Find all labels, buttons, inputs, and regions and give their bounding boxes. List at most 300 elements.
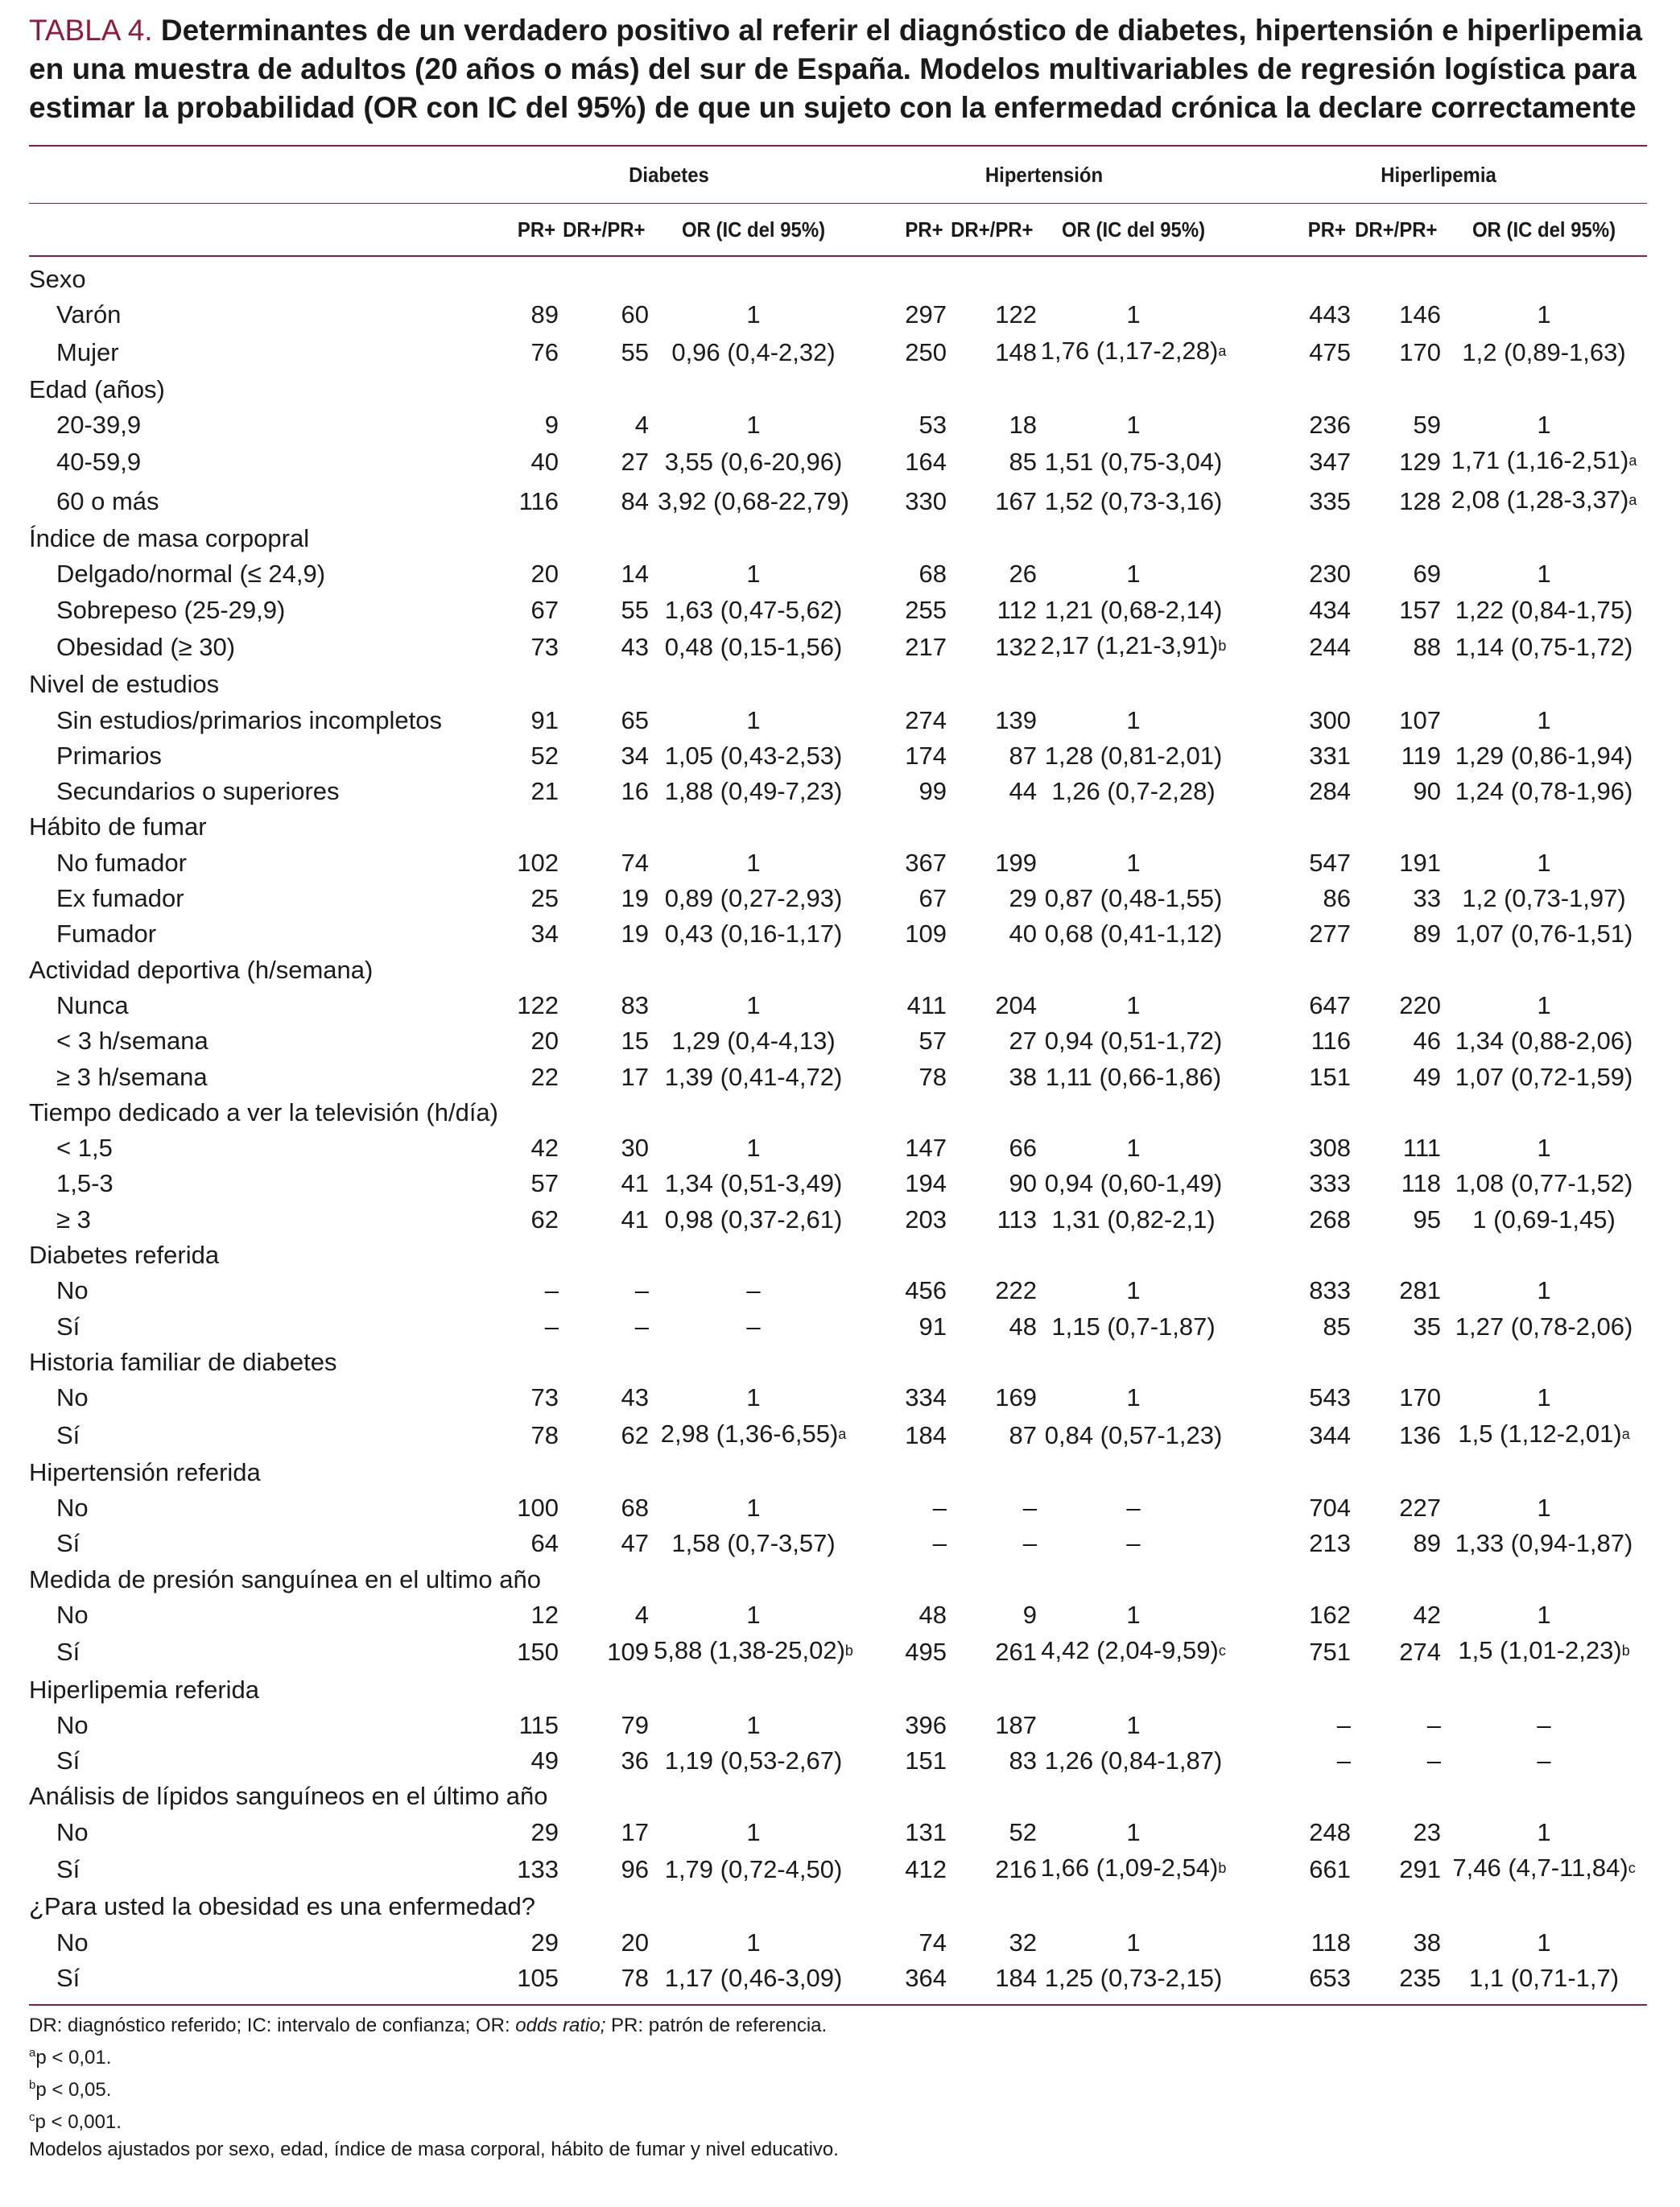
section-header-row	[29, 256, 1647, 297]
cell-pr-hipertension: 412	[905, 1855, 947, 1884]
cell-dr-pr-hipertension: 90	[1009, 1169, 1038, 1198]
cell-pr-hipertension: 164	[905, 448, 947, 477]
cell-or-diabetes	[649, 407, 858, 443]
section-header-row	[29, 1672, 1647, 1708]
cell-pr-hipertension: 250	[905, 337, 947, 366]
significance-mark: a	[1218, 342, 1227, 359]
cell-or-hipertension	[1037, 1961, 1230, 1996]
cell-pr-diabetes: 150	[517, 1638, 559, 1667]
cell-or-hiperlipemia	[1441, 1925, 1647, 1961]
section-header-row	[29, 809, 1647, 845]
table-row	[29, 1130, 1647, 1166]
cell-or-hiperlipemia	[1441, 407, 1647, 443]
or-value: 1	[1126, 1276, 1141, 1305]
or-value: 1,52 (0,73-3,16)	[1044, 486, 1223, 515]
cell-or-hipertension	[1037, 1273, 1230, 1308]
or-value: 1,66 (1,09-2,54)	[1040, 1854, 1219, 1883]
cell-dr-pr-hipertension: 27	[1009, 1027, 1038, 1056]
cell-dr-pr-hiperlipemia: 42	[1413, 1600, 1442, 1629]
cell-or-hiperlipemia	[1441, 881, 1647, 916]
footnote-text: p < 0,05.	[35, 2079, 112, 2102]
cell-pr-hipertension: 456	[905, 1276, 947, 1305]
cell-dr-pr-diabetes: 55	[621, 595, 649, 624]
stub-subheader	[47, 204, 461, 257]
row-label: 60 o más	[56, 486, 159, 515]
or-value: 4,42 (2,04-9,59)	[1041, 1636, 1219, 1665]
or-value: 1	[746, 990, 761, 1019]
cell-pr-hiperlipemia: 308	[1309, 1134, 1352, 1163]
cell-dr-pr-hiperlipemia: 33	[1413, 884, 1442, 913]
cell-dr-pr-hipertension: 167	[995, 486, 1038, 515]
cell-dr-pr-diabetes: 62	[621, 1420, 649, 1449]
row-label: ≥ 3	[56, 1205, 91, 1234]
cell-dr-pr-diabetes: 16	[621, 777, 649, 806]
table-row	[29, 1273, 1647, 1308]
row-label: Sí	[56, 1529, 80, 1558]
cell-dr-pr-diabetes: 60	[621, 300, 649, 329]
cell-or-hiperlipemia	[1441, 1130, 1647, 1166]
row-label: 20-39,9	[56, 411, 142, 440]
or-value: 1,34 (0,51-3,49)	[664, 1169, 843, 1198]
cell-dr-pr-hiperlipemia: 146	[1399, 300, 1442, 329]
cell-dr-pr-diabetes: 43	[621, 1383, 649, 1412]
cell-or-hiperlipemia	[1441, 628, 1647, 667]
table-row	[29, 1961, 1647, 1996]
footnote-text: p < 0,01.	[35, 2047, 112, 2069]
cell-dr-pr-hipertension: 66	[1009, 1134, 1038, 1163]
row-label: No	[56, 1494, 89, 1523]
or-value: 1,39 (0,41-4,72)	[664, 1062, 843, 1091]
cell-pr-diabetes: 57	[530, 1169, 559, 1198]
row-label: Mujer	[56, 337, 119, 366]
cell-or-hiperlipemia	[1441, 916, 1647, 952]
col-header-or: OR (IC del 95%)	[681, 217, 826, 242]
section-header-row	[29, 667, 1647, 702]
table-row	[29, 407, 1647, 443]
cell-or-diabetes	[649, 1380, 858, 1416]
or-value: 1	[1126, 300, 1141, 329]
cell-or-hipertension	[1037, 333, 1230, 372]
cell-or-diabetes	[649, 333, 858, 372]
cell-or-hipertension	[1037, 1633, 1230, 1672]
cell-or-hiperlipemia	[1441, 703, 1647, 738]
cell-dr-pr-hiperlipemia: 170	[1399, 1383, 1442, 1412]
cell-or-hipertension	[1037, 1743, 1230, 1779]
cell-dr-pr-hipertension: 52	[1009, 1817, 1038, 1846]
table-row	[29, 1597, 1647, 1633]
or-value: 1,17 (0,46-3,09)	[664, 1963, 843, 1992]
cell-dr-pr-hipertension: 18	[1009, 411, 1038, 440]
table-row	[29, 1023, 1647, 1059]
significance-mark: a	[1628, 453, 1637, 469]
row-label: Varón	[56, 300, 122, 329]
section-label: Historia familiar de diabetes	[29, 1347, 337, 1376]
cell-or-hiperlipemia	[1441, 1309, 1647, 1345]
row-label: < 3 h/semana	[56, 1027, 208, 1056]
cell-pr-diabetes: 62	[530, 1205, 559, 1234]
row-label: No	[56, 1817, 89, 1846]
cell-pr-hiperlipemia: 647	[1309, 990, 1352, 1019]
cell-dr-pr-diabetes: 47	[621, 1529, 649, 1558]
cell-dr-pr-diabetes: 30	[621, 1134, 649, 1163]
cell-dr-pr-diabetes: 41	[621, 1205, 649, 1234]
cell-or-hiperlipemia	[1441, 1597, 1647, 1633]
or-value: 1	[1126, 1383, 1141, 1412]
section-label: Tiempo dedicado a ver la televisión (h/día)	[29, 1097, 498, 1126]
cell-or-diabetes	[649, 845, 858, 881]
cell-or-diabetes	[649, 1708, 858, 1743]
cell-or-hiperlipemia	[1441, 297, 1647, 333]
cell-or-hipertension	[1037, 738, 1230, 774]
cell-dr-pr-diabetes: 41	[621, 1169, 649, 1198]
cell-or-hiperlipemia	[1441, 482, 1647, 521]
cell-pr-hiperlipemia: 331	[1309, 741, 1352, 770]
cell-or-diabetes	[649, 443, 858, 481]
or-value: 5,88 (1,38-25,02)	[654, 1636, 845, 1665]
cell-pr-diabetes: 76	[530, 337, 559, 366]
cell-dr-pr-hipertension: 169	[995, 1383, 1038, 1412]
cell-pr-diabetes: 122	[517, 990, 559, 1019]
cell-dr-pr-hiperlipemia: 111	[1402, 1134, 1442, 1163]
section-label: Actividad deportiva (h/semana)	[29, 955, 374, 984]
cell-dr-pr-diabetes: 78	[621, 1963, 649, 1992]
cell-dr-pr-diabetes: –	[634, 1312, 649, 1341]
or-value: –	[1126, 1529, 1141, 1558]
footnote-c	[29, 2104, 1647, 2136]
cell-dr-pr-hiperlipemia: 69	[1413, 560, 1442, 589]
or-value: 1,2 (0,73-1,97)	[1462, 884, 1626, 913]
or-value: 1,21 (0,68-2,14)	[1044, 595, 1223, 624]
cell-or-hipertension	[1037, 774, 1230, 809]
cell-dr-pr-diabetes: 68	[621, 1494, 649, 1523]
cell-pr-hiperlipemia: 434	[1309, 595, 1352, 624]
row-label: Sin estudios/primarios incompletos	[56, 705, 442, 734]
cell-or-diabetes	[649, 1023, 858, 1059]
or-value: –	[1126, 1494, 1141, 1523]
cell-pr-diabetes: 67	[530, 595, 559, 624]
cell-or-hiperlipemia	[1441, 774, 1647, 809]
cell-or-diabetes	[649, 1273, 858, 1308]
cell-dr-pr-diabetes: 19	[621, 920, 649, 949]
cell-dr-pr-hipertension: –	[1022, 1529, 1038, 1558]
cell-pr-hiperlipemia: 244	[1309, 632, 1352, 661]
cell-pr-hipertension: 203	[905, 1205, 947, 1234]
cell-dr-pr-hiperlipemia: 59	[1413, 411, 1442, 440]
cell-or-diabetes	[649, 1815, 858, 1850]
cell-pr-diabetes: 78	[530, 1420, 559, 1449]
table-row	[29, 628, 1647, 667]
cell-pr-hipertension: 109	[905, 920, 947, 949]
cell-dr-pr-hipertension: 85	[1009, 448, 1038, 477]
or-value: 1 (0,69-1,45)	[1472, 1205, 1616, 1234]
row-label: Sí	[56, 1963, 80, 1992]
row-label: Ex fumador	[56, 884, 184, 913]
cell-pr-diabetes: 100	[517, 1494, 559, 1523]
cell-pr-hiperlipemia: 86	[1323, 884, 1352, 913]
cell-pr-hiperlipemia: 704	[1309, 1494, 1352, 1523]
cell-or-hipertension	[1037, 556, 1230, 592]
section-label: Análisis de lípidos sanguíneos en el último año	[29, 1782, 548, 1811]
or-value: 1,5 (1,12-2,01)	[1458, 1419, 1622, 1448]
or-value: 1	[1126, 560, 1141, 589]
cell-or-hiperlipemia	[1441, 443, 1647, 481]
cell-pr-diabetes: 64	[530, 1529, 559, 1558]
significance-mark: b	[1218, 637, 1227, 654]
cell-dr-pr-hiperlipemia: 191	[1399, 848, 1442, 877]
or-value: 1	[1126, 1928, 1141, 1957]
or-value: 0,98 (0,37-2,61)	[664, 1205, 843, 1234]
or-value: 1	[746, 848, 761, 877]
footnote-text: p < 0,001.	[35, 2111, 122, 2134]
cell-or-hipertension	[1037, 628, 1230, 667]
row-label: No fumador	[56, 848, 187, 877]
or-value: 1,28 (0,81-2,01)	[1044, 741, 1223, 770]
cell-pr-diabetes: 29	[530, 1928, 559, 1957]
cell-or-hiperlipemia	[1441, 1708, 1647, 1743]
cell-pr-hipertension: –	[932, 1529, 947, 1558]
or-value: 1,63 (0,47-5,62)	[664, 595, 843, 624]
cell-pr-hiperlipemia: 284	[1309, 777, 1352, 806]
cell-dr-pr-hiperlipemia: 107	[1399, 705, 1442, 734]
col-header-or: OR (IC del 95%)	[1472, 217, 1616, 242]
table-row	[29, 1380, 1647, 1416]
row-label: Secundarios o superiores	[56, 777, 340, 806]
cell-pr-hiperlipemia: 118	[1311, 1928, 1352, 1957]
cell-dr-pr-diabetes: 34	[621, 741, 649, 770]
col-header-dr-pr: DR+/PR+	[951, 217, 1034, 242]
cell-pr-diabetes: 21	[530, 777, 559, 806]
cell-or-diabetes	[649, 297, 858, 333]
or-value: 1,58 (0,7-3,57)	[671, 1529, 836, 1558]
cell-or-hipertension	[1037, 1023, 1230, 1059]
cell-pr-diabetes: 116	[518, 486, 559, 515]
or-value: 1,29 (0,4-4,13)	[671, 1027, 836, 1056]
or-value: 1,1 (0,71-1,7)	[1468, 1963, 1620, 1992]
or-value: 1	[1126, 1710, 1141, 1739]
cell-dr-pr-hiperlipemia: 136	[1399, 1420, 1442, 1449]
or-value: 1	[1126, 1817, 1141, 1846]
cell-dr-pr-diabetes: 43	[621, 632, 649, 661]
cell-or-hipertension	[1037, 845, 1230, 881]
cell-dr-pr-hiperlipemia: 23	[1413, 1817, 1442, 1846]
footnote-a	[29, 2040, 1647, 2072]
row-label: Sí	[56, 1746, 80, 1775]
cell-or-diabetes	[649, 1202, 858, 1238]
cell-dr-pr-hipertension: 139	[995, 705, 1038, 734]
col-header-or: OR (IC del 95%)	[1061, 217, 1206, 242]
cell-pr-hipertension: 334	[905, 1383, 947, 1412]
row-label: No	[56, 1276, 89, 1305]
cell-pr-hipertension: 396	[905, 1710, 947, 1739]
cell-or-hipertension	[1037, 703, 1230, 738]
cell-or-diabetes	[649, 1309, 858, 1345]
or-value: 0,96 (0,4-2,32)	[671, 337, 836, 366]
cell-pr-hiperlipemia: 85	[1323, 1312, 1352, 1341]
or-value: 1,19 (0,53-2,67)	[664, 1746, 843, 1775]
cell-dr-pr-diabetes: 83	[621, 990, 649, 1019]
or-value: 2,08 (1,28-3,37)	[1451, 485, 1629, 514]
col-header-pr: PR+	[517, 217, 556, 242]
or-value: 1,51 (0,75-3,04)	[1044, 448, 1223, 477]
cell-or-hipertension	[1037, 1597, 1230, 1633]
cell-pr-hiperlipemia: 547	[1309, 848, 1352, 877]
cell-dr-pr-diabetes: 17	[621, 1062, 649, 1091]
cell-pr-hiperlipemia: 661	[1309, 1855, 1352, 1884]
cell-dr-pr-diabetes: 4	[634, 411, 649, 440]
or-value: 2,98 (1,36-6,55)	[660, 1419, 839, 1448]
cell-or-diabetes	[649, 1130, 858, 1166]
or-value: 1,29 (0,86-1,94)	[1455, 741, 1633, 770]
section-label: Hábito de fumar	[29, 812, 207, 841]
section-label: Diabetes referida	[29, 1241, 220, 1270]
cell-dr-pr-hiperlipemia: 281	[1399, 1276, 1442, 1305]
cell-pr-hiperlipemia: 347	[1309, 448, 1352, 477]
cell-pr-hiperlipemia: 230	[1309, 560, 1352, 589]
table-row	[29, 1490, 1647, 1526]
cell-or-hiperlipemia	[1441, 1023, 1647, 1059]
cell-pr-hiperlipemia: 653	[1309, 1963, 1352, 1992]
cell-dr-pr-hiperlipemia: 157	[1399, 595, 1442, 624]
cell-dr-pr-hipertension: 38	[1009, 1062, 1038, 1091]
cell-pr-diabetes: 89	[530, 300, 559, 329]
table-body	[29, 256, 1647, 1996]
table-row	[29, 1850, 1647, 1889]
cell-or-hipertension	[1037, 988, 1230, 1023]
cell-or-hipertension	[1037, 881, 1230, 916]
cell-or-diabetes	[649, 988, 858, 1023]
or-value: 0,89 (0,27-2,93)	[664, 884, 843, 913]
cell-pr-hipertension: –	[932, 1494, 947, 1523]
cell-dr-pr-hipertension: 32	[1009, 1928, 1038, 1957]
row-label: < 1,5	[56, 1134, 113, 1163]
or-value: 1	[1126, 411, 1141, 440]
or-value: 1,08 (0,77-1,52)	[1455, 1169, 1633, 1198]
row-label: ≥ 3 h/semana	[56, 1062, 208, 1091]
cell-or-diabetes	[649, 1743, 858, 1779]
cell-or-hiperlipemia	[1441, 1815, 1647, 1850]
significance-mark: b	[1621, 1643, 1630, 1659]
table-title: Determinantes de un verdadero positivo al referir el diagnóstico de diabetes, hipertensión e hiperlipemia en una muestra de adultos (20 años o más) del sur de España. Modelos multivariables de regresión logística para estimar la probabilidad (OR con IC del 95%) de que un sujeto con la enfermedad crónica la declare correctamente	[29, 14, 1643, 124]
cell-pr-hiperlipemia: 236	[1309, 411, 1352, 440]
cell-dr-pr-diabetes: 19	[621, 884, 649, 913]
table-row	[29, 333, 1647, 372]
cell-or-hiperlipemia	[1441, 1273, 1647, 1308]
cell-dr-pr-hipertension: 40	[1009, 920, 1038, 949]
cell-or-hiperlipemia	[1441, 556, 1647, 592]
table-row	[29, 1526, 1647, 1561]
section-header-row	[29, 1562, 1647, 1597]
or-value: 1	[1126, 1134, 1141, 1163]
cell-or-hiperlipemia	[1441, 1202, 1647, 1238]
or-value: 0,48 (0,15-1,56)	[664, 632, 843, 661]
significance-mark: c	[1218, 1643, 1226, 1659]
cell-pr-hipertension: 151	[905, 1746, 947, 1775]
table-row	[29, 1309, 1647, 1345]
cell-dr-pr-hipertension: 132	[995, 632, 1038, 661]
cell-dr-pr-hipertension: 48	[1009, 1312, 1038, 1341]
table-row	[29, 443, 1647, 481]
cell-dr-pr-diabetes: 17	[621, 1817, 649, 1846]
or-value: 1,27 (0,78-2,06)	[1455, 1312, 1633, 1341]
cell-dr-pr-diabetes: –	[634, 1276, 649, 1305]
cell-or-diabetes	[649, 1490, 858, 1526]
cell-or-hiperlipemia	[1441, 1380, 1647, 1416]
cell-dr-pr-hipertension: 112	[997, 595, 1038, 624]
or-value: 1	[1537, 1600, 1551, 1629]
cell-or-diabetes	[649, 593, 858, 628]
cell-dr-pr-diabetes: 14	[621, 560, 649, 589]
cell-or-diabetes	[649, 1850, 858, 1889]
cell-pr-hiperlipemia: 543	[1309, 1383, 1352, 1412]
cell-or-hiperlipemia	[1441, 333, 1647, 372]
cell-or-diabetes	[649, 556, 858, 592]
cell-dr-pr-diabetes: 20	[621, 1928, 649, 1957]
cell-or-hipertension	[1037, 482, 1230, 521]
or-value: 1	[1537, 990, 1551, 1019]
row-label: No	[56, 1928, 89, 1957]
cell-pr-hipertension: 91	[918, 1312, 947, 1341]
significance-mark: b	[844, 1643, 853, 1659]
section-label: Nivel de estudios	[29, 670, 220, 699]
cell-pr-diabetes: 49	[530, 1746, 559, 1775]
table-footnotes	[29, 2012, 1647, 2164]
cell-or-hipertension	[1037, 1166, 1230, 1201]
table-row	[29, 1060, 1647, 1095]
footnote-abbrev-text-end: PR: patrón de referencia.	[605, 2015, 828, 2037]
cell-or-hiperlipemia	[1441, 738, 1647, 774]
or-value: 1	[1126, 990, 1141, 1019]
cell-dr-pr-hiperlipemia: 46	[1413, 1027, 1442, 1056]
cell-dr-pr-hiperlipemia: –	[1426, 1746, 1442, 1775]
or-value: 2,17 (1,21-3,91)	[1040, 630, 1219, 659]
section-label: ¿Para usted la obesidad es una enfermedad?	[29, 1892, 536, 1921]
cell-pr-hipertension: 67	[918, 884, 947, 913]
or-value: 3,92 (0,68-22,79)	[658, 486, 849, 515]
row-label: No	[56, 1600, 89, 1629]
cell-or-hiperlipemia	[1441, 1526, 1647, 1561]
or-value: 1	[1537, 300, 1551, 329]
cell-pr-diabetes: 91	[530, 705, 559, 734]
cell-pr-diabetes: 9	[544, 411, 559, 440]
footnote-mark: b	[29, 2078, 36, 2093]
cell-dr-pr-hiperlipemia: 227	[1399, 1494, 1442, 1523]
or-value: 1	[1537, 705, 1551, 734]
cell-dr-pr-hiperlipemia: 235	[1399, 1963, 1442, 1992]
cell-pr-diabetes: 20	[530, 1027, 559, 1056]
or-value: 1,31 (0,82-2,1)	[1051, 1205, 1216, 1234]
or-value: 1	[1126, 705, 1141, 734]
cell-dr-pr-diabetes: 4	[634, 1600, 649, 1629]
cell-pr-hipertension: 68	[918, 560, 947, 589]
group-header-hiperlipemia: Hiperlipemia	[1381, 162, 1496, 187]
table-row	[29, 1815, 1647, 1850]
cell-dr-pr-diabetes: 96	[621, 1855, 649, 1884]
cell-pr-hiperlipemia: 335	[1309, 486, 1352, 515]
cell-or-hipertension	[1037, 1309, 1230, 1345]
section-label: Edad (años)	[29, 374, 165, 403]
cell-or-hipertension	[1037, 1416, 1230, 1455]
cell-or-diabetes	[649, 1633, 858, 1672]
cell-or-diabetes	[649, 628, 858, 667]
cell-dr-pr-hiperlipemia: 35	[1413, 1312, 1442, 1341]
cell-pr-hipertension: 147	[905, 1134, 947, 1163]
cell-pr-diabetes: 102	[517, 848, 559, 877]
cell-or-hipertension	[1037, 1526, 1230, 1561]
cell-pr-hipertension: 411	[906, 990, 947, 1019]
footnote-mark: a	[29, 2046, 36, 2060]
cell-dr-pr-hipertension: 148	[995, 337, 1038, 366]
or-value: 1,24 (0,78-1,96)	[1455, 777, 1633, 806]
